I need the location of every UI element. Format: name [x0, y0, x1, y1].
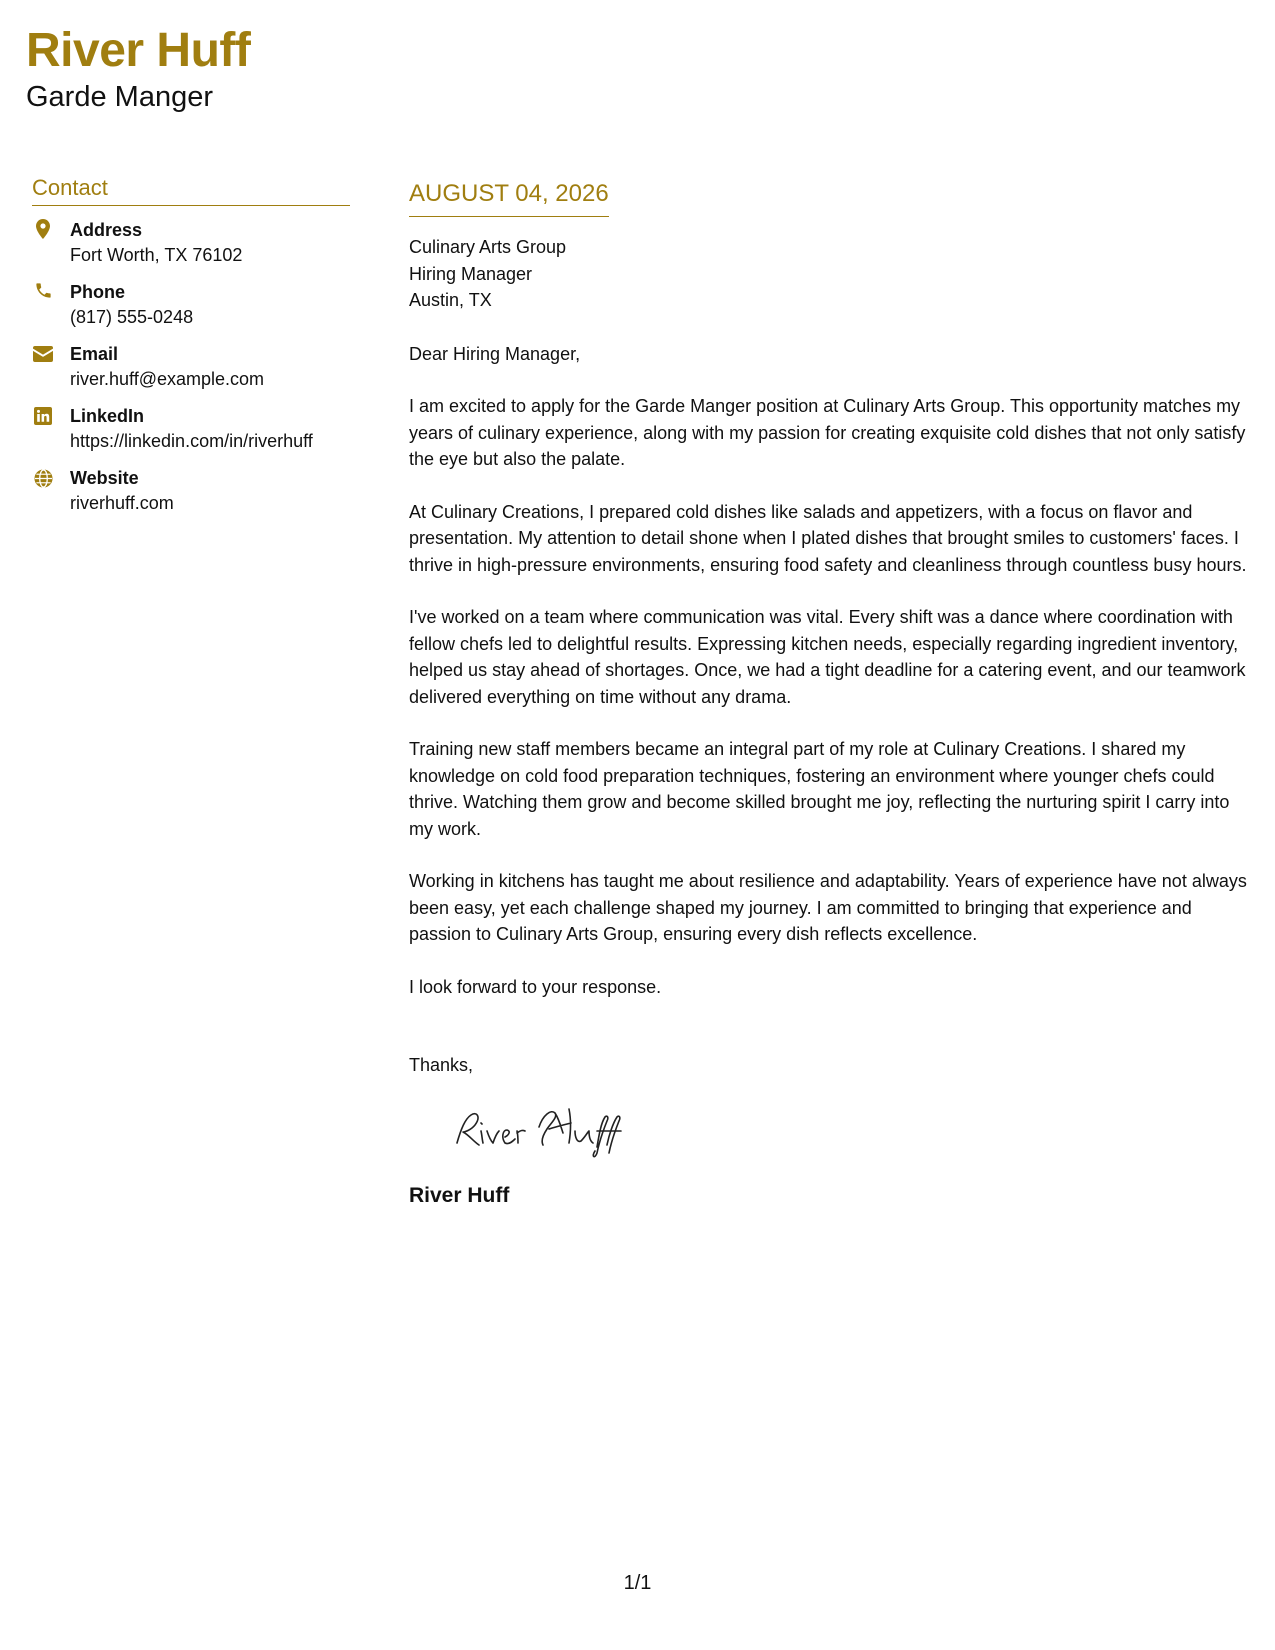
letter-paragraph: I am excited to apply for the Garde Manger position at Culinary Arts Group. This opportunity matches my years of culinary experience, along with my passion for creating exquisite cold dishes that not only satisfy the eye but also the palate. — [409, 396, 1246, 469]
contact-item-phone — [32, 280, 350, 330]
letter-paragraph: Working in kitchens has taught me about resilience and adaptability. Years of experience have not always been easy, yet each challenge shaped my journey. I am committed to bringing that experience and passion to Culinary Arts Group, ensuring every dish reflects excellence. — [409, 871, 1247, 944]
contact-label: LinkedIn — [70, 406, 145, 426]
letter-body — [409, 178, 1255, 1210]
applicant-name: River Huff — [26, 24, 251, 77]
linkedin-icon — [32, 405, 54, 427]
contact-label: Address — [70, 220, 143, 240]
website-value[interactable]: riverhuff.com — [70, 493, 174, 513]
applicant-job-title: Garde Manger — [26, 81, 213, 113]
phone-value: (817) 555-0248 — [70, 307, 194, 327]
linkedin-value[interactable]: https://linkedin.com/in/riverhuff — [70, 431, 313, 451]
letter-closing: I look forward to your response. — [409, 976, 662, 997]
letter-paragraph: Training new staff members became an integral part of my role at Culinary Creations. I shared my knowledge on cold food preparation techniques, fostering an environment where younger chefs could thrive. Watching them grow and become skilled brought me joy, reflecting the nurturing spirit I carry into my work. — [409, 739, 1230, 839]
envelope-icon — [32, 343, 54, 365]
recipient-company: Culinary Arts Group — [409, 237, 567, 257]
email-value[interactable]: river.huff@example.com — [70, 369, 265, 389]
contact-item-address — [32, 218, 350, 268]
map-pin-icon — [32, 219, 54, 241]
contact-item-email — [32, 342, 350, 392]
recipient-location: Austin, TX — [409, 290, 492, 310]
phone-icon — [32, 281, 54, 303]
letter-signoff: Thanks, — [409, 1055, 474, 1075]
contact-sidebar — [32, 174, 350, 528]
recipient-role: Hiring Manager — [409, 263, 533, 284]
letter-greeting: Dear Hiring Manager, — [409, 343, 581, 364]
handwritten-signature — [451, 1099, 631, 1159]
resume-header — [26, 22, 250, 114]
contact-label: Website — [70, 468, 139, 488]
recipient-block — [409, 234, 1255, 314]
letter-date: AUGUST 04, 2026 — [409, 178, 609, 217]
letter-paragraph: At Culinary Creations, I prepared cold dishes like salads and appetizers, with a focus on flavor and presentation. My attention to detail shone when I plated dishes that brought smiles to customers' faces. I thrive in high-pressure environments, ensuring food safety and cleanliness through countless busy hours. — [409, 501, 1247, 575]
globe-icon — [32, 467, 54, 489]
contact-label: Email — [70, 344, 119, 364]
contact-item-linkedin — [32, 404, 350, 454]
signer-name: River Huff — [409, 1183, 510, 1207]
contact-list — [32, 218, 350, 516]
contact-item-website — [32, 466, 350, 516]
letter-paragraph: I've worked on a team where communication was vital. Every shift was a dance where coordination with fellow chefs led to delightful results. Expressing kitchen needs, especially regarding ingredient inventory, helped us stay ahead of shortages. Once, we had a tight deadline for a catering event, and our teamwork delivered everything on time without any drama. — [409, 607, 1246, 707]
page-number: 1/1 — [623, 1572, 652, 1594]
contact-label: Phone — [70, 282, 126, 302]
address-value: Fort Worth, TX 76102 — [70, 245, 243, 265]
contact-heading: Contact — [32, 174, 350, 206]
